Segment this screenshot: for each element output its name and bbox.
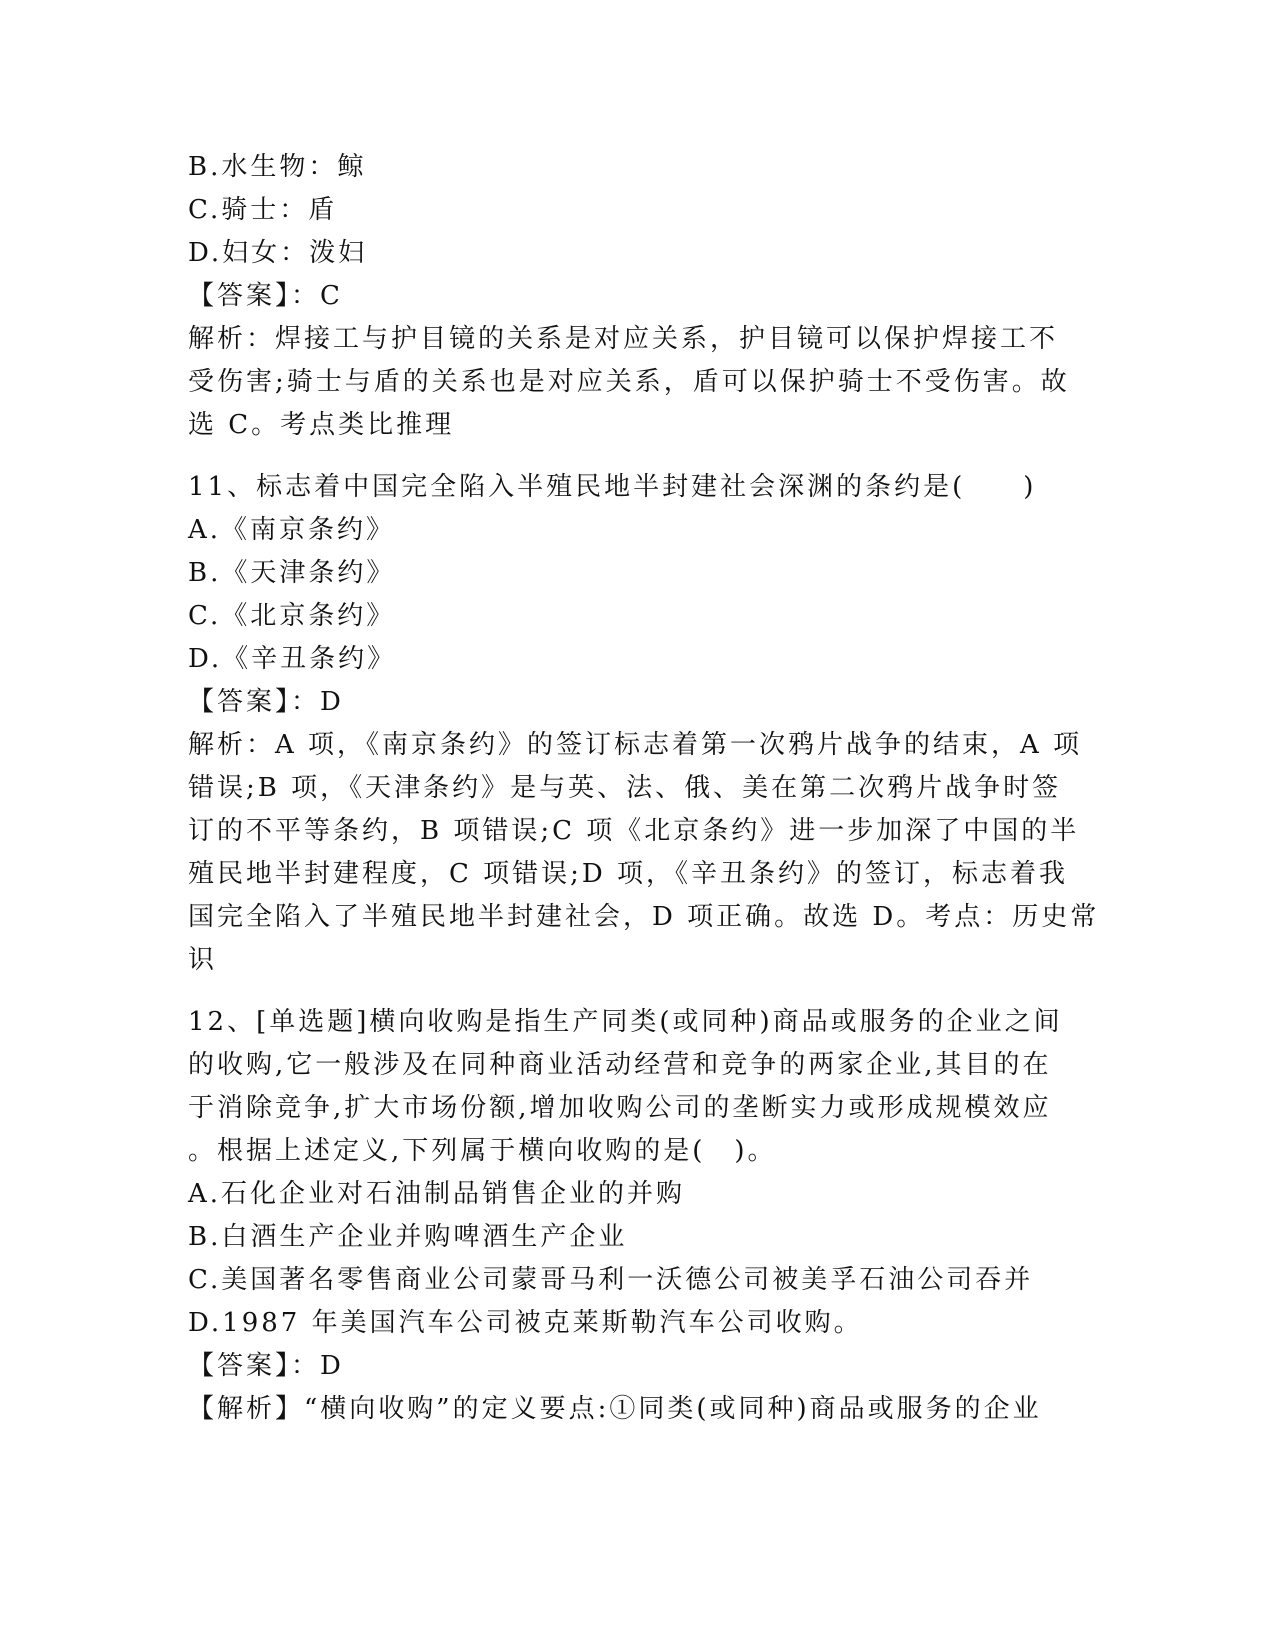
answer: 【答案】：C [188,281,343,311]
option-b: B.白酒生产企业并购啤酒生产企业 [188,1222,628,1252]
analysis-line: 解析：A 项，《南京条约》的签订标志着第一次鸦片战争的结束，A 项 [188,730,1083,760]
option-b: B.水生物：鲸 [188,152,367,182]
option-c: C.美国著名零售商业公司蒙哥马利一沃德公司被美孚石油公司吞并 [188,1265,1034,1295]
analysis-line: 国完全陷入了半殖民地半封建社会，D 项正确。故选 D。考点：历史常 [188,902,1100,932]
option-a: A.石化企业对石油制品销售企业的并购 [188,1179,686,1209]
question-stem-line: 。根据上述定义,下列属于横向收购的是( )。 [188,1136,777,1166]
question-stem-line: 于消除竞争,扩大市场份额,增加收购公司的垄断实力或形成规模效应 [188,1093,1052,1123]
analysis-line: 错误;B 项，《天津条约》是与英、法、俄、美在第二次鸦片战争时签 [188,773,1062,803]
question-12-block [188,1001,1068,1431]
option-c: C.骑士：盾 [188,195,338,225]
analysis-line: 订的不平等条约，B 项错误;C 项《北京条约》进一步加深了中国的半 [188,816,1080,846]
analysis-line: 选 C。考点类比推理 [188,410,455,440]
option-d: D.1987 年美国汽车公司被克莱斯勒汽车公司收购。 [188,1308,863,1338]
option-a: A.《南京条约》 [188,515,396,545]
question-11-block [188,466,1100,982]
option-d: D.《辛丑条约》 [188,644,397,674]
answer: 【答案】：D [188,1351,344,1381]
question-stem-line: 12、[单选题]横向收购是指生产同类(或同种)商品或服务的企业之间 [188,1007,1063,1037]
option-c: C.《北京条约》 [188,601,396,631]
analysis-line: 解析：焊接工与护目镜的关系是对应关系，护目镜可以保护焊接工不 [188,324,1059,354]
question-stem-line: 的收购,它一般涉及在同种商业活动经营和竞争的两家企业,其目的在 [188,1050,1052,1080]
analysis-line: 受伤害;骑士与盾的关系也是对应关系，盾可以保护骑士不受伤害。故 [188,367,1070,397]
option-d: D.妇女：泼妇 [188,238,368,268]
analysis-line: 殖民地半封建程度，C 项错误;D 项，《辛丑条约》的签订，标志着我 [188,859,1069,889]
document-page [188,146,1100,1431]
option-b: B.《天津条约》 [188,558,396,588]
prev-question-block [188,146,1068,447]
question-stem: 11、标志着中国完全陷入半殖民地半封建社会深渊的条约是( ) [188,472,1037,502]
analysis-line: 【解析】“横向收购”的定义要点:①同类(或同种)商品或服务的企业 [188,1394,1042,1424]
analysis-line: 识 [188,945,218,975]
answer: 【答案】：D [188,687,344,717]
